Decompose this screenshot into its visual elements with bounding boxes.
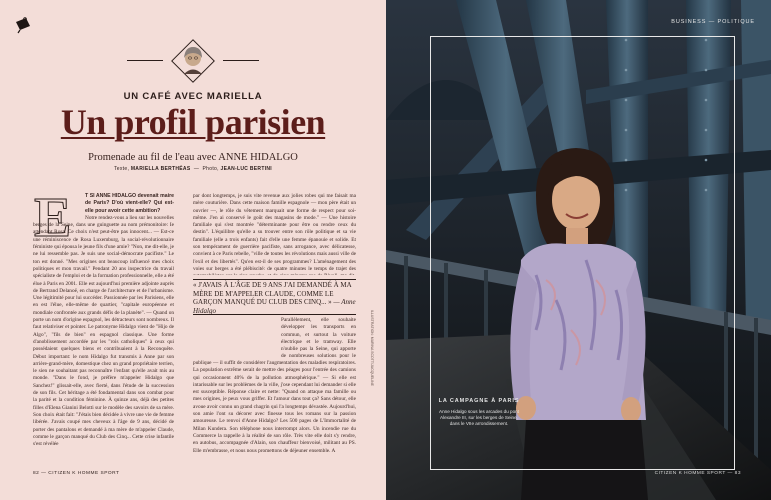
- section-label: BUSINESS — POLITIQUE: [671, 19, 755, 25]
- quote-rule-top: [193, 279, 356, 280]
- photo-credit-label: Photo,: [202, 166, 219, 172]
- caption-title: LA CAMPAGNE À PARIS: [438, 398, 520, 404]
- hanger-logo-icon: [14, 16, 32, 34]
- pull-quote-attribution: — Anne Hidalgo: [193, 298, 356, 315]
- caption-text: Anne Hidalgo sous les arcades du pont Alexandre III, sur les berges de Seine, dans le VIIe arrondissement.: [439, 409, 519, 427]
- text-credit-author: MARIELLA BERTHÉAS: [130, 166, 191, 172]
- photo-caption: [438, 398, 520, 428]
- folio-right: CITIZEN K HOMME SPORT — 83: [654, 471, 741, 476]
- badge-rule-right: [223, 60, 259, 61]
- column-three-top: Parallèlement, elle souhaite développer les transports en commun, et surtout la voiture électrique et le tramway. Elle n'oublie pas la Seine, qui apporte de nombreuses solutions pour le: [281, 317, 356, 360]
- illustration-credit: ILLUSTRATION: MARINA SCOTT/JACQUELINE: [370, 310, 374, 386]
- article-standfirst: Promenade au fil de l'eau avec ANNE HIDALGO: [88, 152, 298, 163]
- quote-rule-bottom: [193, 314, 356, 315]
- column-two: par dont longtemps, je suis vite revenue aux jolies robes qui me faisait ma mère couturière. Dans cette maison famille espagnole — mon père était un ouvrier —, le rôle du vêtement marquait une forme de respect pour soi-même. J'en ai conservé le goût des magasins de mode." — Une histoire familiale qui s'est montrée "déterminante pour être ou rendre ceux du destin". L'équilibre qu'elle a su trouver entre son rôle politique et sa vie familiale (elle a trois enfants) fait d'elle une femme épanouie et solide. Et son tempérament de guerrière pacifiste, sans arrogance, avec délicatesse, convient à ce Paris rebelle, "ville de toutes les révolutions mais aussi ville de l'exil et des libertés". Qu'en est-il de ses programmes? L'aménagement des voies sur berges a été plébiscité: de quatre minutes le temps de trajet des: [193, 193, 356, 272]
- photo-credit-author: JEAN-LUC BERTINI: [220, 166, 272, 172]
- badge-rule-left: [127, 60, 163, 61]
- folio-left: 82 — CITIZEN K HOMME SPORT: [33, 471, 120, 476]
- pull-quote: [193, 281, 356, 315]
- drop-cap: E: [34, 187, 72, 249]
- column-one: [33, 187, 174, 468]
- pull-quote-text: « J'AVAIS À L'ÂGE DE 9 ANS J'AI DEMANDÉ À MA MÈRE DE M'APPELER CLAUDE, COMME LE GARÇON MANQUÉ DU CLUB DES CINQ... »: [193, 281, 352, 306]
- article-kicker: UN CAFÉ AVEC MARIELLA: [123, 91, 263, 102]
- article-credits: Texte, MARIELLA BERTHÉAS — Photo, JEAN-LUC BERTINI: [114, 166, 272, 172]
- column-three: publique — il suffit de considérer l'augmentation des maladies respiratoires. La population extrême serait de mettre des péages pour l'entrée des camions qui occasionnent 40% de la pollution atmosphérique." — Si elle est intarissable sur les problèmes de la ville, j'ose cependant lui demander si elle est susceptible. Réponse claire et nette: "Quand on attaque ma famille ou mes origines, je peux vous griffer. Et l'amour dans tout ça? Sans détour, elle avoue avoir connu un grand chagrin qui l'a longtemps dévastée. Aujourd'hui, son amie l'ont su décorer avec finesse tous les romans sur la passion amoureuse. Le renvoi d'Anne Hidalgo? Les 500 pages de L'Immortalité de Milan Kundera. Son téléphone nous interrompt alors. Un incendie rue du Commerce la rappelle à la réalité de son rôle. Très vite elle doit s'y rendre, en autobus, accompagnée d'Alain, son chauffeur bienvoisé, militant au PS. Elle m'embrasse, et nous nous promettons de déjeuner ensemble. A: [193, 360, 356, 454]
- article-title: [0, 101, 386, 143]
- portrait-badge-icon: [168, 36, 218, 86]
- article-lead: T SI ANNE HIDALGO devenait maire de Paris? D'où vient-elle? Qui est-elle pour avoir cette ambition?: [85, 193, 174, 214]
- article-title-text: Un profil parisien: [60, 102, 326, 142]
- column-one-body: Notre rendez-vous a lieu sur les nouvelles berges de la Seine, dans une guinguette au nom prémonitoire: Ie attendant Rosa. Ce choix n'est peut-être pas innocent... — Est-ce une réminiscence de Rosa Luxemburg, la social-révolutionnaire féministe qui épousa le jeune fils d'une amie? "Non, me dit-elle, je ne lui ressemble pas. Je suis une social-démocrate pacifiste." Le ton est donné. "Mes origines ont beaucoup influencé mes choix politiques et mon travail." Pendant 20 ans inspectrice du travail spécialiste de l'emploi et de la formation professionnelle, elle a été élue à Paris en 2001. Elle est aujourd'hui première adjointe auprès de Bertrand Delanoë, en charge de l'architecture et de l'urbanisme. Une légitimité pour lui succéder. Passionnée par les Parisiens, elle en est l'élue, elle-même de quartier, "capitale européenne et mondiale confrontée aux grands défis de la planète". — Quand on porte un nom d'origine espagnol, les détracteurs sont nombreux. Il faut relativiser et pointer. Le patronyme Hidalgo vient de "Hijo de Algo", "fils de bien" en espagnol classique. Une forme d'anoblissement accordée par les "rois catholiques" à ceux qui possédaient quelques biens et contribuaient à la Reconquête. Début important: le nom Hidalgo fut transmis à Anne par son arrière-grand-mère, domestique chez un grand propriétaire terrien, le sien ne souhaitant pas reconnaître l'enfant qu'elle avait mis au monde. "Dans le fond, je préfère m'appeler Hidalgo que Sanchez!" glissait-elle, avec fierté, dans l'étude de la succession de son fils. Cet héritage a été fondamental dans son combat pour la parité et la condition féminine. À quinze ans, déjà des petites filles d'Elena Gianini Belotti sur le modèle des savoirs de sa mère. Son choix était fait: "J'étais bien décidée à vivre une vie de femme libérée. J'avais coupé mes cheveux à l'âge de 9 ans, décidé de porter des pantalons et demandé à ma mère de m'appeler Claude, comme le garçon manqué du Club des Cinq... Cette crise infantile s'est révélée: [33, 214, 174, 448]
- text-credit-label: Texte,: [114, 166, 130, 172]
